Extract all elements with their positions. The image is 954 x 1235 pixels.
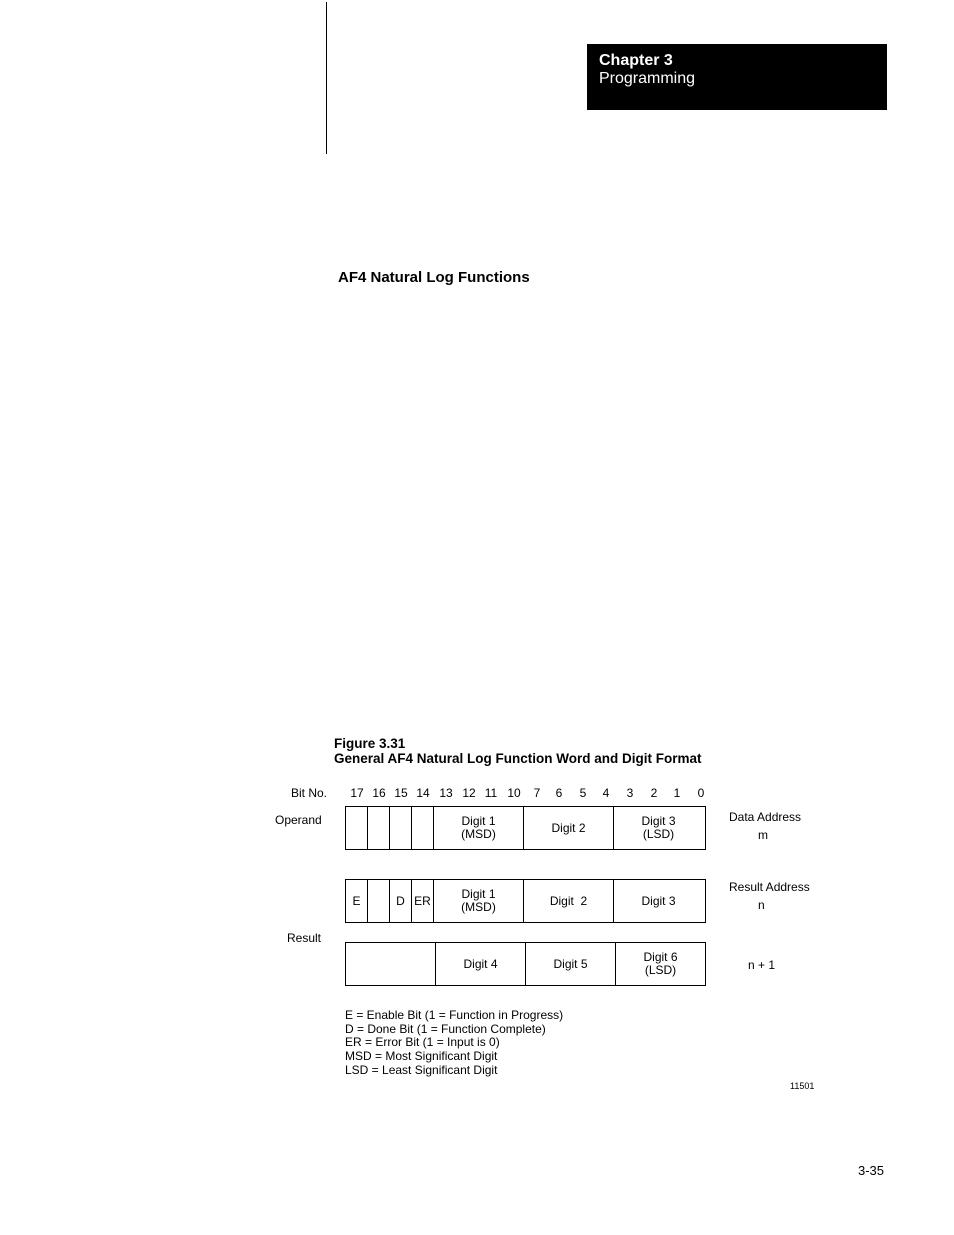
bit-number: 2 [650, 786, 658, 800]
bit-cell [390, 807, 412, 849]
margin-rule [326, 2, 327, 154]
operand-label: Operand [275, 813, 322, 827]
bit-number: 11 [484, 786, 498, 800]
bit-cell [412, 807, 434, 849]
digit-3-cell: Digit 3 [641, 893, 676, 908]
bit-cell [368, 807, 390, 849]
digit-3-cell: Digit 3 (LSD) [641, 814, 676, 841]
bit-number: 15 [394, 786, 408, 800]
bit-number: 14 [416, 786, 430, 800]
error-bit-cell: ER [412, 880, 434, 922]
empty-bits-cell [346, 943, 436, 985]
result-address-label: Result Address [729, 880, 810, 894]
bit-cell [346, 807, 368, 849]
figure-title: General AF4 Natural Log Function Word and Digit Format [334, 751, 702, 766]
chapter-title: Programming [599, 70, 696, 87]
result-word-2 [345, 942, 706, 986]
result-word-1 [345, 879, 706, 923]
figure-legend [345, 1009, 563, 1078]
bit-number: 4 [602, 786, 610, 800]
data-address-label: Data Address [729, 810, 802, 824]
legend-item: MSD = Most Significant Digit [345, 1049, 498, 1064]
digit-4-cell: Digit 4 [436, 943, 526, 985]
bit-number: 13 [439, 786, 453, 800]
enable-bit-cell: E [346, 880, 368, 922]
digit-6-cell: Digit 6 (LSD) [643, 950, 678, 977]
bit-cell [368, 880, 390, 922]
bit-number: 6 [555, 786, 563, 800]
next-address-label: n + 1 [748, 958, 776, 972]
digit-2-cell: Digit 2 [524, 807, 614, 849]
bit-number: 16 [372, 786, 386, 800]
section-title: AF4 Natural Log Functions [338, 269, 530, 286]
bit-number: 17 [350, 786, 364, 800]
bit-number: 10 [507, 786, 521, 800]
legend-item: D = Done Bit (1 = Function Complete) [345, 1021, 546, 1036]
done-bit-cell: D [390, 880, 412, 922]
bit-number: 5 [579, 786, 587, 800]
digit-2-cell: Digit 2 [524, 880, 614, 922]
operand-word [345, 806, 706, 850]
bit-number: 1 [673, 786, 681, 800]
bit-number: 7 [533, 786, 541, 800]
digit-5-cell: Digit 5 [526, 943, 616, 985]
figure-number: Figure 3.31 [334, 736, 406, 751]
chapter-number: Chapter 3 [599, 52, 673, 69]
bit-number: 3 [626, 786, 634, 800]
legend-item: E = Enable Bit (1 = Function in Progress) [345, 1008, 564, 1022]
figure-id: 11501 [790, 1081, 815, 1091]
chapter-header [587, 44, 887, 110]
legend-item: LSD = Least Significant Digit [345, 1062, 498, 1077]
result-address-value: n [758, 898, 765, 912]
bit-number: 0 [697, 786, 705, 800]
digit-1-cell: Digit 1 (MSD) [434, 880, 524, 922]
bit-number: 12 [462, 786, 476, 800]
digit-1-cell: Digit 1 (MSD) [434, 807, 524, 849]
data-address-value: m [758, 828, 768, 842]
result-label: Result [287, 931, 322, 945]
page-number: 3-35 [858, 1163, 885, 1178]
bit-no-label: Bit No. [291, 786, 328, 800]
legend-item: ER = Error Bit (1 = Input is 0) [345, 1035, 500, 1050]
